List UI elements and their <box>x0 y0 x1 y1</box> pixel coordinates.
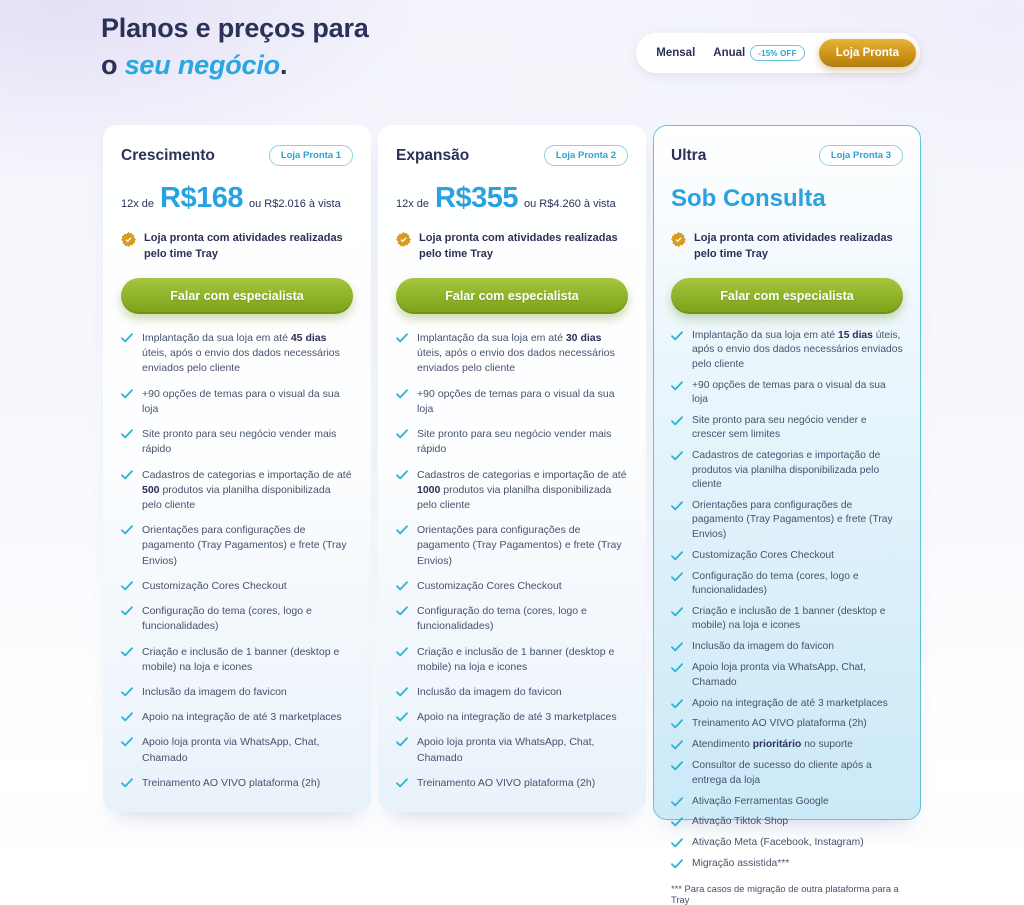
feature-item <box>396 604 628 634</box>
toggle-anual[interactable] <box>709 45 808 61</box>
toggle-anual-label: Anual <box>713 47 746 59</box>
title-accent: seu negócio <box>124 50 280 80</box>
feature-text: Orientações para configurações de pagamento (Tray Pagamentos) e frete (Tray Envios) <box>692 500 893 540</box>
feature-text: Apoio na integração de até 3 marketplaces <box>692 697 888 709</box>
check-icon <box>396 470 408 480</box>
price-consult: Sob Consulta <box>671 185 826 212</box>
feature-list <box>396 331 628 791</box>
check-icon <box>396 647 408 657</box>
feature-item <box>671 836 903 850</box>
feature-item <box>396 710 628 725</box>
feature-item <box>671 717 903 731</box>
feature-item <box>671 661 903 690</box>
toggle-mensal-label: Mensal <box>656 47 696 59</box>
feature-text: Consultor de sucesso do cliente após a entrega da loja <box>692 760 872 786</box>
plan-name: Ultra <box>671 146 707 164</box>
feature-text: Ativação Tiktok Shop <box>692 816 789 828</box>
seal-badge-icon <box>396 232 411 252</box>
cta-falar-especialista[interactable]: Falar com especialista <box>121 278 353 314</box>
highlight-row <box>396 231 628 263</box>
feature-item <box>671 605 903 634</box>
check-icon <box>396 712 408 722</box>
card-header <box>121 145 353 166</box>
seal-badge-icon <box>671 232 686 252</box>
check-icon <box>671 740 683 750</box>
card-header <box>396 145 628 166</box>
feature-text: Treinamento AO VIVO plataforma (2h) <box>692 718 867 730</box>
check-icon <box>121 687 133 697</box>
card-header <box>671 145 903 166</box>
feature-text: Implantação da sua loja em até 45 dias úteis, após o envio dos dados necessários enviados pelo cliente <box>142 332 340 375</box>
feature-text: Cadastros de categorias e importação de até 1000 produtos via planilha disponibilizada pelo cliente <box>417 468 627 511</box>
check-icon <box>121 778 133 788</box>
toggle-mensal[interactable] <box>652 47 699 59</box>
feature-item <box>671 795 903 809</box>
feature-text: Configuração do tema (cores, logo e funcionalidades) <box>692 570 859 597</box>
check-icon <box>396 389 408 399</box>
feature-list <box>671 329 903 872</box>
feature-text: Site pronto para seu negócio vender mais rápido <box>142 428 337 456</box>
feature-item <box>396 331 628 377</box>
feature-item <box>671 414 903 443</box>
check-icon <box>671 859 683 869</box>
check-icon <box>121 429 133 439</box>
check-icon <box>671 699 683 709</box>
feature-item <box>121 710 353 725</box>
feature-text: Migração assistida*** <box>692 858 790 870</box>
price-suffix: ou R$4.260 à vista <box>524 198 616 210</box>
check-icon <box>121 389 133 399</box>
price-row <box>396 182 628 218</box>
cta-falar-especialista[interactable]: Falar com especialista <box>396 278 628 314</box>
check-icon <box>671 663 683 673</box>
check-icon <box>396 687 408 697</box>
check-icon <box>121 647 133 657</box>
feature-text: Apoio na integração de até 3 marketplaces <box>142 711 342 724</box>
feature-text: Orientações para configurações de pagamento (Tray Pagamentos) e frete (Tray Envios) <box>142 524 347 567</box>
feature-item <box>671 570 903 599</box>
feature-item <box>396 685 628 700</box>
check-icon <box>671 501 683 511</box>
plan-name: Expansão <box>396 146 470 164</box>
feature-text: Site pronto para seu negócio vender e crescer sem limites <box>692 415 867 441</box>
feature-item <box>396 387 628 417</box>
check-icon <box>121 470 133 480</box>
check-icon <box>671 451 683 461</box>
seal-badge-icon <box>121 232 136 252</box>
cta-falar-especialista[interactable]: Falar com especialista <box>671 278 903 314</box>
feature-item <box>671 815 903 829</box>
check-icon <box>121 737 133 747</box>
plan-card-expansao <box>378 125 646 812</box>
feature-text: Inclusão da imagem do favicon <box>692 641 834 653</box>
feature-text: Ativação Ferramentas Google <box>692 795 829 807</box>
check-icon <box>121 712 133 722</box>
highlight-text: Loja pronta com atividades realizadas pelo time Tray <box>419 232 618 260</box>
highlight-row <box>671 231 903 263</box>
feature-text: Criação e inclusão de 1 banner (desktop e mobile) na loja e icones <box>142 645 340 673</box>
check-icon <box>396 333 408 343</box>
feature-item <box>671 329 903 372</box>
price-suffix: ou R$2.016 à vista <box>249 198 341 210</box>
highlight-text: Loja pronta com atividades realizadas pelo time Tray <box>144 232 343 260</box>
feature-text: Implantação da sua loja em até 30 dias úteis, após o envio dos dados necessários enviados pelo cliente <box>417 332 615 375</box>
check-icon <box>121 581 133 591</box>
feature-item <box>671 640 903 654</box>
feature-text: Apoio loja pronta via WhatsApp, Chat, Chamado <box>142 736 320 764</box>
feature-item <box>121 468 353 514</box>
price-prefix: 12x de <box>121 198 155 210</box>
check-icon <box>671 838 683 848</box>
plan-badge: Loja Pronta 3 <box>819 145 903 166</box>
feature-text: Cadastros de categorias e importação de até 500 produtos via planilha disponibilizada pelo cliente <box>142 468 352 511</box>
check-icon <box>671 381 683 391</box>
feature-text: +90 opções de temas para o visual da sua loja <box>142 387 340 415</box>
feature-item <box>121 685 353 700</box>
feature-text: Treinamento AO VIVO plataforma (2h) <box>417 776 596 789</box>
feature-item <box>671 449 903 492</box>
check-icon <box>671 761 683 771</box>
feature-item <box>121 523 353 569</box>
feature-item <box>671 697 903 711</box>
feature-item <box>121 331 353 377</box>
feature-item <box>121 604 353 634</box>
plan-card-ultra <box>653 125 921 905</box>
feature-text: Atendimento prioritário no suporte <box>692 739 853 751</box>
feature-item <box>121 579 353 594</box>
feature-text: Inclusão da imagem do favicon <box>417 685 562 698</box>
plan-card-crescimento <box>103 125 371 812</box>
feature-item <box>671 499 903 542</box>
toggle-loja-pronta-label: Loja Pronta <box>835 47 899 59</box>
discount-badge: -15% OFF <box>750 45 805 61</box>
title-line2-suffix: . <box>279 50 288 80</box>
feature-text: Configuração do tema (cores, logo e funcionalidades) <box>142 605 312 633</box>
check-icon <box>671 416 683 426</box>
feature-text: Apoio loja pronta via WhatsApp, Chat, Chamado <box>692 662 867 688</box>
feature-item <box>121 387 353 417</box>
check-icon <box>671 797 683 807</box>
check-icon <box>396 525 408 535</box>
check-icon <box>671 817 683 827</box>
feature-text: +90 opções de temas para o visual da sua loja <box>692 379 886 406</box>
price-prefix: 12x de <box>396 198 430 210</box>
feature-text: Implantação da sua loja em até 15 dias úteis, após o envio dos dados necessários enviados pelo cliente <box>692 330 903 370</box>
billing-toggle <box>636 33 920 73</box>
feature-text: Apoio loja pronta via WhatsApp, Chat, Chamado <box>417 736 595 764</box>
page-title <box>101 10 369 84</box>
feature-text: Cadastros de categorias e importação de produtos via planilha disponibilizada pelo cliente <box>692 450 881 491</box>
plan-cards <box>103 125 921 905</box>
plan-badge: Loja Pronta 1 <box>269 145 353 166</box>
feature-item <box>121 776 353 791</box>
check-icon <box>671 607 683 617</box>
title-line1: Planos e preços para <box>101 13 369 43</box>
feature-text: +90 opções de temas para o visual da sua loja <box>417 387 615 415</box>
check-icon <box>396 429 408 439</box>
check-icon <box>396 737 408 747</box>
feature-text: Site pronto para seu negócio vender mais rápido <box>417 428 612 456</box>
feature-item <box>396 523 628 569</box>
highlight-row <box>121 231 353 263</box>
feature-item <box>671 379 903 408</box>
feature-text: Inclusão da imagem do favicon <box>142 685 287 698</box>
feature-text: Criação e inclusão de 1 banner (desktop e mobile) na loja e icones <box>417 645 615 673</box>
price-amount: R$355 <box>435 182 518 214</box>
toggle-loja-pronta[interactable] <box>819 39 916 67</box>
feature-list <box>121 331 353 791</box>
feature-item <box>671 857 903 871</box>
check-icon <box>121 333 133 343</box>
check-icon <box>121 525 133 535</box>
feature-text: Ativação Meta (Facebook, Instagram) <box>692 837 864 849</box>
check-icon <box>671 331 683 341</box>
feature-text: Criação e inclusão de 1 banner (desktop e mobile) na loja e icones <box>692 606 886 632</box>
check-icon <box>671 642 683 652</box>
feature-item <box>121 645 353 675</box>
feature-text: Apoio na integração de até 3 marketplaces <box>417 711 617 724</box>
feature-item <box>396 776 628 791</box>
check-icon <box>121 606 133 616</box>
feature-item <box>121 427 353 457</box>
feature-text: Customização Cores Checkout <box>417 579 562 592</box>
check-icon <box>396 778 408 788</box>
feature-text: Treinamento AO VIVO plataforma (2h) <box>142 776 321 789</box>
feature-item <box>396 427 628 457</box>
migration-footnote: *** Para casos de migração de outra plataforma para a Tray <box>671 882 899 905</box>
feature-item <box>396 579 628 594</box>
feature-item <box>671 759 903 788</box>
feature-item <box>671 738 903 752</box>
title-line2-prefix: o <box>101 50 125 80</box>
feature-item <box>396 645 628 675</box>
feature-text: Customização Cores Checkout <box>142 579 287 592</box>
check-icon <box>396 581 408 591</box>
highlight-text: Loja pronta com atividades realizadas pelo time Tray <box>694 232 893 260</box>
feature-text: Orientações para configurações de pagamento (Tray Pagamentos) e frete (Tray Envios) <box>417 524 622 567</box>
plan-name: Crescimento <box>121 146 215 164</box>
feature-text: Customização Cores Checkout <box>692 549 834 561</box>
check-icon <box>671 719 683 729</box>
price-amount: R$168 <box>160 182 243 214</box>
feature-item <box>396 468 628 514</box>
feature-item <box>396 735 628 765</box>
price-row <box>121 182 353 218</box>
feature-item <box>121 735 353 765</box>
feature-item <box>671 549 903 563</box>
feature-text: Configuração do tema (cores, logo e funcionalidades) <box>417 605 587 633</box>
check-icon <box>671 551 683 561</box>
check-icon <box>396 606 408 616</box>
plan-badge: Loja Pronta 2 <box>544 145 628 166</box>
check-icon <box>671 572 683 582</box>
